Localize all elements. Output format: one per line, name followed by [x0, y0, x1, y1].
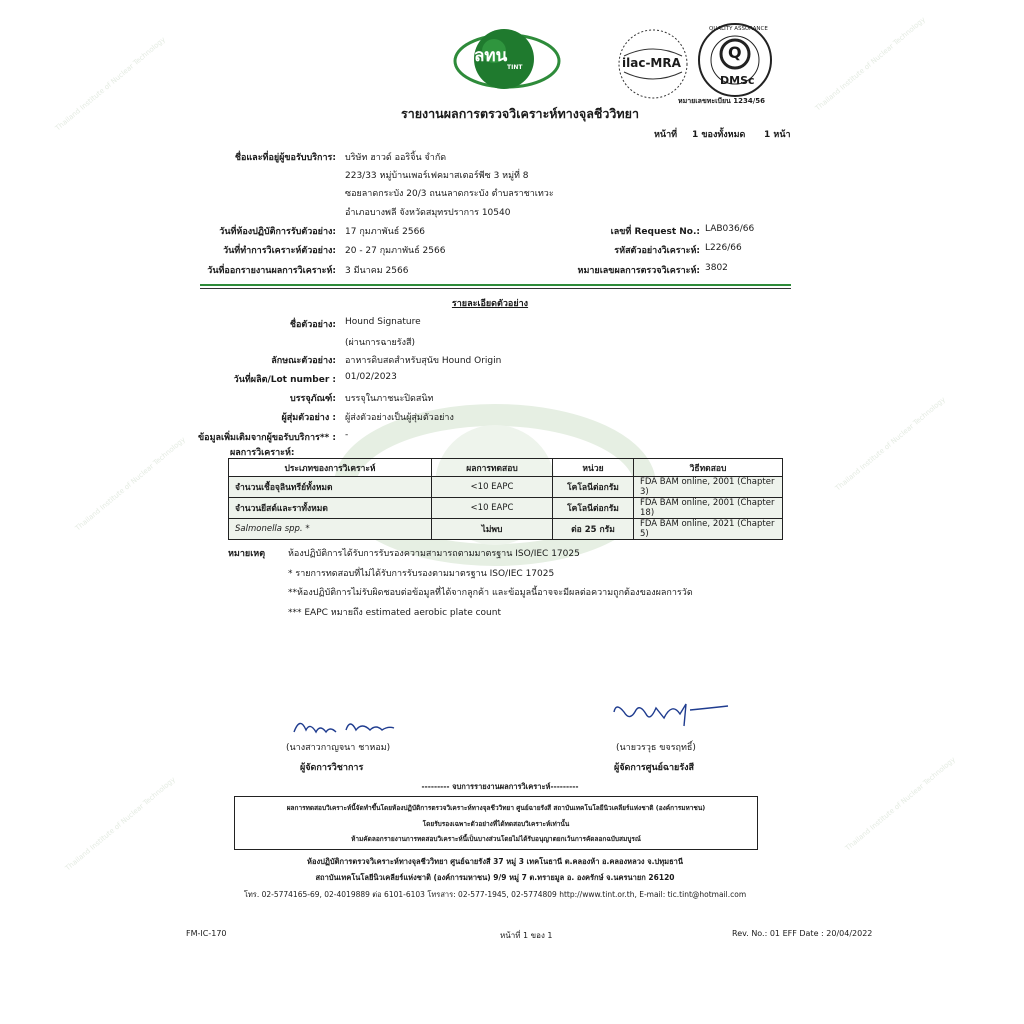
ilac-mra-text: ilac-MRA: [622, 56, 681, 70]
client-address-line: 223/33 หมู่บ้านเพอร์เฟคมาสเตอร์พีซ 3 หมู่ที่ 8: [345, 171, 529, 181]
analysis-date-value: 20 - 27 กุมภาพันธ์ 2566: [345, 246, 446, 256]
edge-watermark-text: Thailand Institute of Nuclear Technology: [813, 15, 928, 113]
form-code: FM-IC-170: [186, 929, 227, 938]
sampler-label: ผู้สุ่มตัวอย่าง :: [281, 413, 336, 423]
header-divider: [200, 284, 791, 286]
seal-ring-text: QUALITY ASSURANCE: [709, 26, 768, 32]
header-divider-thin: [200, 288, 791, 289]
page-total: 1 หน้า: [764, 130, 791, 140]
edge-watermark-text: Thailand Institute of Nuclear Technology: [843, 755, 958, 853]
remark-line: **ห้องปฏิบัติการไม่รับผิดชอบต่อข้อมูลที่ได้จากลูกค้า และข้อมูลนี้อาจจะมีผลต่อความถูกต้องของผลการวัด: [288, 588, 693, 598]
received-date-label: วันที่ห้องปฏิบัติการรับตัวอย่าง:: [219, 227, 336, 237]
notice-line: ห้ามคัดลอกรายงานการทดสอบวิเคราะห์นี้เป็นบางส่วนโดยไม่ได้รับอนุญาตยกเว้นการคัดลอกฉบับสมบูรณ์: [351, 835, 641, 843]
footer-address-line: ห้องปฏิบัติการตรวจวิเคราะห์ทางจุลชีววิทยา ศูนย์ฉายรังสี 37 หมู่ 3 เทคโนธานี ต.คลองห้า อ.คลองหลวง จ.ปทุมธานี: [307, 857, 683, 866]
footer-page-number: หน้าที่ 1 ของ 1: [500, 931, 553, 940]
tint-logo: [452, 24, 562, 98]
sample-name-label: ชื่อตัวอย่าง:: [289, 320, 336, 330]
results-table: [228, 458, 783, 540]
registration-number: หมายเลขทะเบียน 1234/56: [678, 97, 766, 105]
manufacture-date-label: วันที่ผลิต/Lot number :: [233, 375, 336, 385]
edge-watermark-text: Thailand Institute of Nuclear Technology: [53, 35, 168, 133]
right-signatory-title: ผู้จัดการศูนย์ฉายรังสี: [614, 763, 695, 773]
remark-line: *** EAPC หมายถึง estimated aerobic plate count: [288, 608, 501, 618]
table-cell: จำนวนยีสต์และราทั้งหมด: [229, 498, 432, 519]
package-label: บรรจุภัณฑ์:: [289, 394, 336, 404]
received-date-value: 17 กุมภาพันธ์ 2566: [345, 227, 426, 237]
dmsc-text: DMSc: [720, 74, 755, 87]
table-row: [229, 519, 783, 540]
table-row: [229, 498, 783, 519]
table-cell: <10 EAPC: [432, 498, 553, 519]
table-cell: <10 EAPC: [432, 477, 553, 498]
right-signature: [610, 696, 730, 732]
table-row: [229, 477, 783, 498]
table-cell: FDA BAM online, 2001 (Chapter 3): [634, 477, 783, 498]
column-header: หน่วย: [553, 459, 634, 477]
dmsc-seal: [694, 22, 776, 98]
report-date-value: 3 มีนาคม 2566: [345, 266, 409, 276]
request-no-label: เลขที่ Request No.:: [610, 227, 700, 237]
notice-line: ผลการทดสอบวิเคราะห์นี้จัดทำขึ้นโดยห้องปฏิบัติการตรวจวิเคราะห์ทางจุลชีววิทยา ศูนย์ฉายรังสี สถาบันเทคโนโลยีนิวเคลียร์แห่งชาติ (องค์การมหาชน): [286, 804, 706, 812]
report-number-value: 3802: [705, 263, 728, 273]
column-header: ผลการทดสอบ: [432, 459, 553, 477]
sampler-value: ผู้ส่งตัวอย่างเป็นผู้สุ่มตัวอย่าง: [345, 413, 454, 423]
manufacture-date-value: 01/02/2023: [345, 372, 397, 382]
logo-subtext: TINT: [507, 64, 523, 71]
page-value: 1 ของทั้งหมด: [692, 130, 746, 140]
results-label: ผลการวิเคราะห์:: [230, 448, 295, 458]
edge-watermark-text: Thailand Institute of Nuclear Technology: [73, 435, 188, 533]
logo-text: ลทน: [474, 46, 508, 66]
sample-code-label: รหัสตัวอย่างวิเคราะห์:: [614, 246, 700, 256]
edge-watermark-text: Thailand Institute of Nuclear Technology: [63, 775, 178, 873]
results-table-header: [229, 459, 783, 477]
table-cell: โคโลนีต่อกรัม: [553, 477, 634, 498]
table-cell: Salmonella spp. *: [229, 519, 432, 540]
ilac-mra-mark: [612, 28, 694, 100]
client-info-label: ข้อมูลเพิ่มเติมจากผู้ขอรับบริการ** :: [198, 433, 336, 443]
report-title: รายงานผลการตรวจวิเคราะห์ทางจุลชีววิทยา: [401, 106, 639, 121]
dmsc-letter: Q: [728, 43, 742, 62]
remark-line: * รายการทดสอบที่ไม่ได้รับการรับรองตามมาตรฐาน ISO/IEC 17025: [288, 569, 555, 579]
sample-name-note: (ผ่านการฉายรังสี): [345, 338, 416, 348]
left-signatory-title: ผู้จัดการวิชาการ: [300, 763, 364, 773]
remarks-label: หมายเหตุ: [228, 549, 266, 559]
right-signatory-name: (นายวรวุธ ขจรฤทธิ์): [616, 743, 696, 753]
notice-line: โดยรับรองเฉพาะตัวอย่างที่ได้ทดสอบวิเคราะห์เท่านั้น: [422, 820, 570, 828]
edge-watermark-text: Thailand Institute of Nuclear Technology: [833, 395, 948, 493]
report-date-label: วันที่ออกรายงานผลการวิเคราะห์:: [207, 266, 336, 276]
client-name: บริษัท ฮาวด์ ออริจิ้น จำกัด: [345, 153, 447, 163]
client-address-line: ซอยลาดกระบัง 20/3 ถนนลาดกระบัง ตำบลราชาเทวะ: [345, 189, 554, 199]
client-address-line: อำเภอบางพลี จังหวัดสมุทรปราการ 10540: [345, 208, 511, 218]
sample-name-value: Hound Signature: [345, 317, 421, 327]
sample-type-value: อาหารดิบสดสำหรับสุนัข Hound Origin: [345, 356, 502, 366]
package-value: บรรจุในภาชนะปิดสนิท: [345, 394, 434, 404]
footer-contact: โทร. 02-5774165-69, 02-4019889 ต่อ 6101-6103 โทรสาร: 02-577-1945, 02-5774809 http://www.tint.or.th, E-mail: tic.tint@hotmail.com: [243, 890, 747, 899]
table-cell: FDA BAM online, 2001 (Chapter 18): [634, 498, 783, 519]
table-cell: ต่อ 25 กรัม: [553, 519, 634, 540]
notice-box: [234, 796, 758, 850]
page-label: หน้าที่: [654, 130, 678, 140]
remark-line: ห้องปฏิบัติการได้รับการรับรองความสามารถตามมาตรฐาน ISO/IEC 17025: [288, 549, 580, 559]
table-cell: จำนวนเชื้อจุลินทรีย์ทั้งหมด: [229, 477, 432, 498]
footer-address-line: สถาบันเทคโนโลยีนิวเคลียร์แห่งชาติ (องค์การมหาชน) 9/9 หมู่ 7 ต.ทรายมูล อ. องครักษ์ จ.นครนายก 26120: [315, 873, 675, 882]
sample-code-value: L226/66: [705, 243, 742, 253]
end-of-report-line: --------- จบการรายงานผลการวิเคราะห์---------: [421, 782, 579, 791]
request-no-value: LAB036/66: [705, 224, 755, 234]
table-cell: FDA BAM online, 2021 (Chapter 5): [634, 519, 783, 540]
sample-type-label: ลักษณะตัวอย่าง:: [271, 356, 336, 366]
revision-info: Rev. No.: 01 EFF Date : 20/04/2022: [732, 929, 873, 938]
table-cell: ไม่พบ: [432, 519, 553, 540]
analysis-date-label: วันที่ทำการวิเคราะห์ตัวอย่าง:: [223, 246, 336, 256]
sample-section-title: รายละเอียดตัวอย่าง: [451, 299, 529, 309]
table-cell: โคโลนีต่อกรัม: [553, 498, 634, 519]
column-header: ประเภทของการวิเคราะห์: [229, 459, 432, 477]
client-info-value: -: [345, 430, 349, 440]
client-label: ชื่อและที่อยู่ผู้ขอรับบริการ:: [234, 153, 336, 163]
left-signatory-name: (นางสาวกาญจนา ชาหอม): [286, 743, 391, 753]
column-header: วิธีทดสอบ: [634, 459, 783, 477]
left-signature: [290, 712, 400, 742]
report-number-label: หมายเลขผลการตรวจวิเคราะห์:: [577, 266, 700, 276]
